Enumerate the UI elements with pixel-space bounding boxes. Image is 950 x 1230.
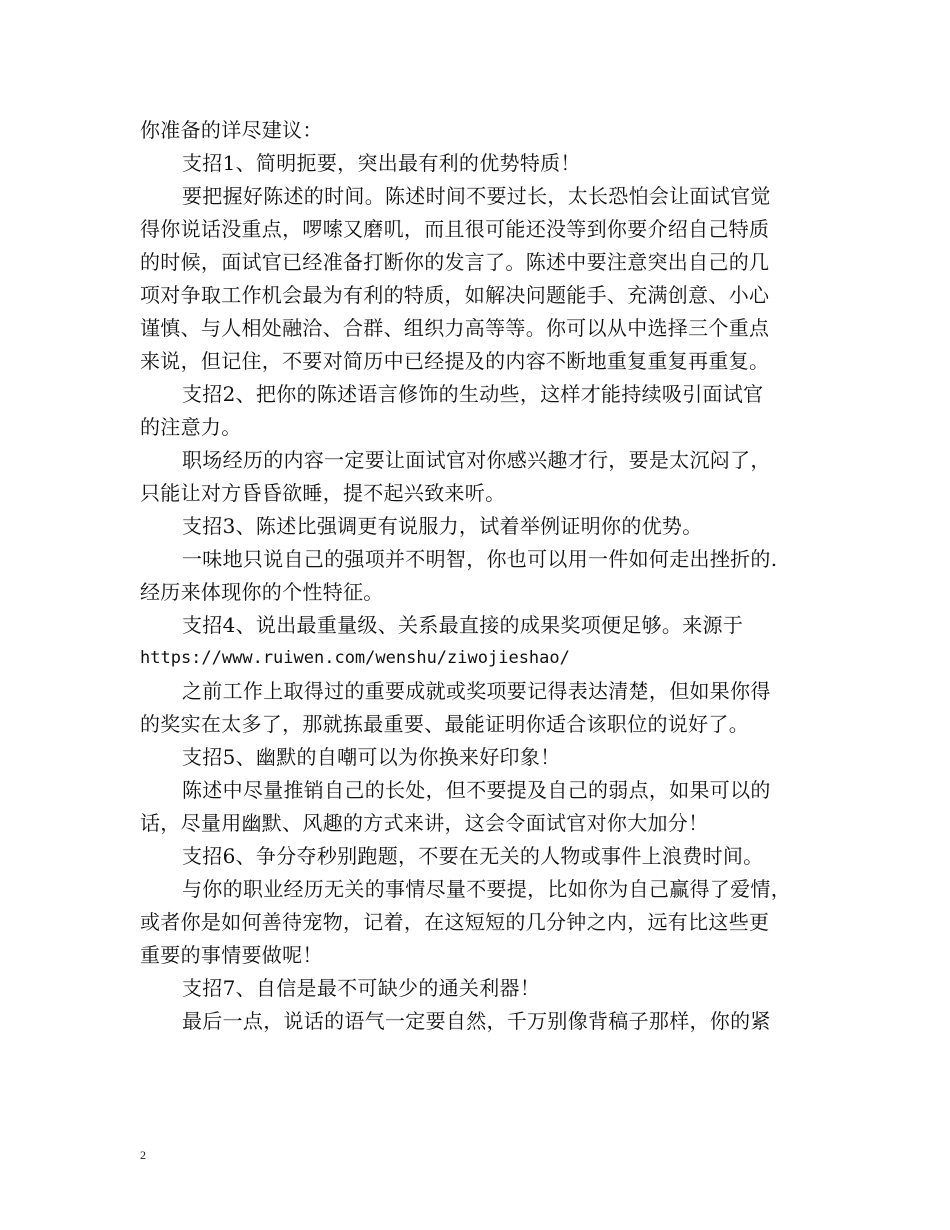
text-line: 经历来体现你的个性特征。 [140,580,384,604]
text-line: 一味地只说自己的强项并不明智，你也可以用一件如何走出挫折的. [182,547,778,571]
text-line: 谨慎、与人相处融洽、合群、组织力高等等。你可以从中选择三个重点 [140,316,770,340]
text-line: 的奖实在太多了，那就拣最重要、最能证明你适合该职位的说好了。 [140,712,749,736]
text-line: 支招4、说出最重量级、关系最直接的成果奖项便足够。来源于 [182,613,744,637]
text-line: 最后一点，说话的语气一定要自然，千万别像背稿子那样，你的紧 [182,1009,771,1033]
source-url-text: https://www.ruiwen.com/wenshu/ziwojieshao/ [140,648,570,668]
text-line: 支招7、自信是最不可缺少的通关利器！ [182,976,541,1000]
text-line: 项对争取工作机会最为有利的特质，如解决问题能手、充满创意、小心 [140,283,770,307]
text-line: 支招2、把你的陈述语言修饰的生动些，这样才能持续吸引面试官 [182,382,764,406]
text-line: 支招1、简明扼要，突出最有利的优势特质！ [182,151,581,175]
text-line: 只能让对方昏昏欲睡，提不起兴致来听。 [140,481,506,505]
text-line: 职场经历的内容一定要让面试官对你感兴趣才行，要是太沉闷了， [182,448,771,472]
text-line: 支招6、争分夺秒别跑题，不要在无关的人物或事件上浪费时间。 [182,844,764,868]
text-line: 或者你是如何善待宠物，记着，在这短短的几分钟之内，远有比这些更 [140,910,770,934]
text-line: 支招5、幽默的自嘲可以为你换来好印象！ [182,745,561,769]
text-line: 得你说话没重点，啰嗦又磨叽，而且很可能还没等到你要介绍自己特质 [140,217,770,241]
document-body [140,114,830,1038]
text-line: 支招3、陈述比强调更有说服力，试着举例证明你的优势。 [182,514,703,538]
text-line: 要把握好陈述的时间。陈述时间不要过长，太长恐怕会让面试官觉 [182,184,771,208]
text-line: 重要的事情要做呢！ [140,943,323,967]
text-line: 的时候，面试官已经准备打断你的发言了。陈述中要注意突出自己的几 [140,250,770,274]
text-line: 的注意力。 [140,415,242,439]
text-line: 来说，但记住，不要对简历中已经提及的内容不断地重复重复再重复。 [140,349,770,373]
text-line: 话，尽量用幽默、风趣的方式来讲，这会令面试官对你大加分！ [140,811,709,835]
text-line: 陈述中尽量推销自己的长处，但不要提及自己的弱点，如果可以的 [182,778,771,802]
page-number: 2 [140,1148,146,1162]
text-line: 之前工作上取得过的重要成就或奖项要记得表达清楚，但如果你得 [182,679,771,703]
text-line: 与你的职业经历无关的事情尽量不要提，比如你为自己赢得了爱情， [182,877,791,901]
text-line: 你准备的详尽建议： [140,118,323,142]
